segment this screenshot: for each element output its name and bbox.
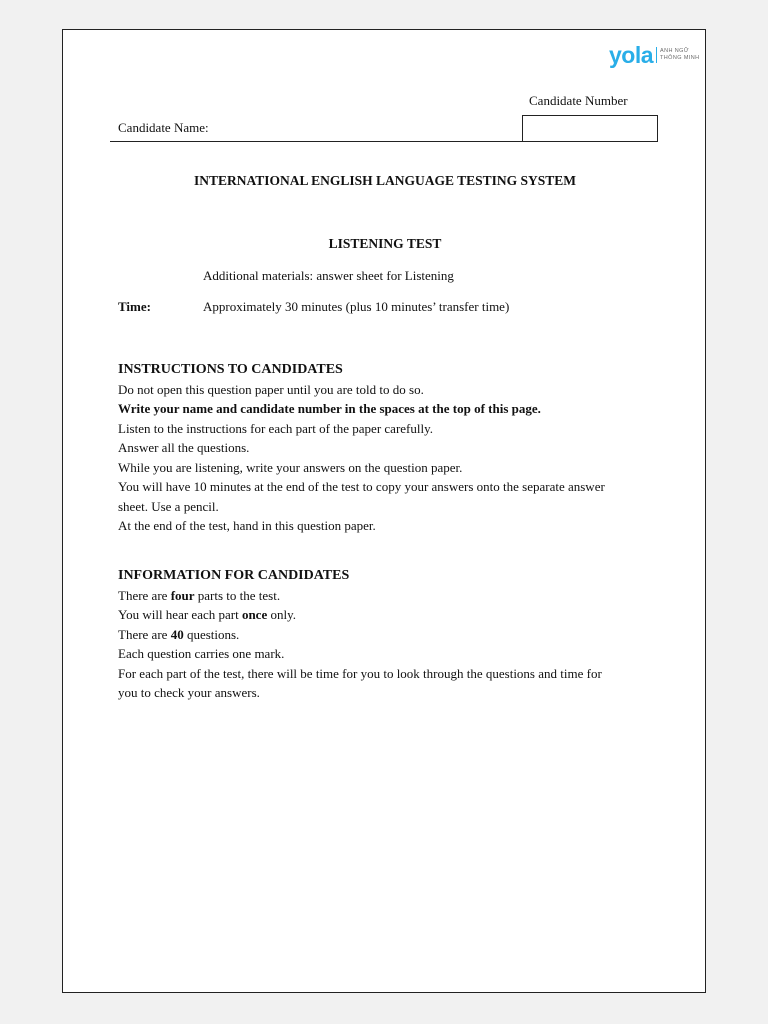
logo-tagline [660, 48, 699, 62]
yola-logo [609, 42, 699, 68]
time-label: Time: [118, 299, 151, 314]
emphasis: once [241, 607, 268, 622]
instructions-heading: INSTRUCTIONS TO CANDIDATES [118, 362, 343, 377]
information-section [118, 566, 602, 703]
candidate-name-label: Candidate Name: [118, 120, 209, 135]
emphasis: 40 [170, 626, 184, 642]
instructions-section [118, 360, 605, 536]
instruction-line: sheet. Use a pencil. [118, 498, 219, 514]
emphasis: four [170, 587, 195, 603]
information-line: There are four parts to the test. [118, 587, 281, 603]
instruction-line-bold: Write your name and candidate number in the spaces at the top of this page. [118, 401, 541, 416]
information-line: There are 40 questions. [118, 626, 240, 642]
document-page [62, 29, 706, 993]
information-line: For each part of the test, there will be time for you to look through the questions and time for [118, 665, 602, 681]
information-line: Each question carries one mark. [118, 646, 285, 661]
logo-tagline-line2: THÔNG MINH [660, 55, 700, 61]
test-title: LISTENING TEST [328, 236, 442, 251]
additional-materials: Additional materials: answer sheet for Listening [203, 268, 454, 283]
candidate-number-box[interactable] [522, 115, 658, 142]
instruction-line: Answer all the questions. [118, 440, 250, 455]
instruction-line: Do not open this question paper until you are told to do so. [118, 381, 424, 397]
page-title: INTERNATIONAL ENGLISH LANGUAGE TESTING SYSTEM [193, 173, 577, 188]
information-line: you to check your answers. [118, 685, 260, 700]
instruction-line: At the end of the test, hand in this question paper. [118, 518, 376, 533]
logo-divider [656, 47, 657, 63]
information-heading: INFORMATION FOR CANDIDATES [118, 568, 350, 583]
instruction-line: Listen to the instructions for each part of the paper carefully. [118, 420, 434, 436]
instruction-line: While you are listening, write your answers on the question paper. [118, 459, 463, 475]
candidate-name-line[interactable] [110, 141, 524, 142]
logo-tagline-line1: ANH NGỮ [660, 48, 689, 54]
time-value: Approximately 30 minutes (plus 10 minutes’ transfer time) [203, 299, 510, 314]
candidate-number-label: Candidate Number [529, 93, 628, 108]
information-line: You will hear each part once only. [118, 607, 297, 622]
logo-wordmark: yola [609, 41, 654, 68]
instruction-line: You will have 10 minutes at the end of the test to copy your answers onto the separate answer [118, 479, 605, 494]
